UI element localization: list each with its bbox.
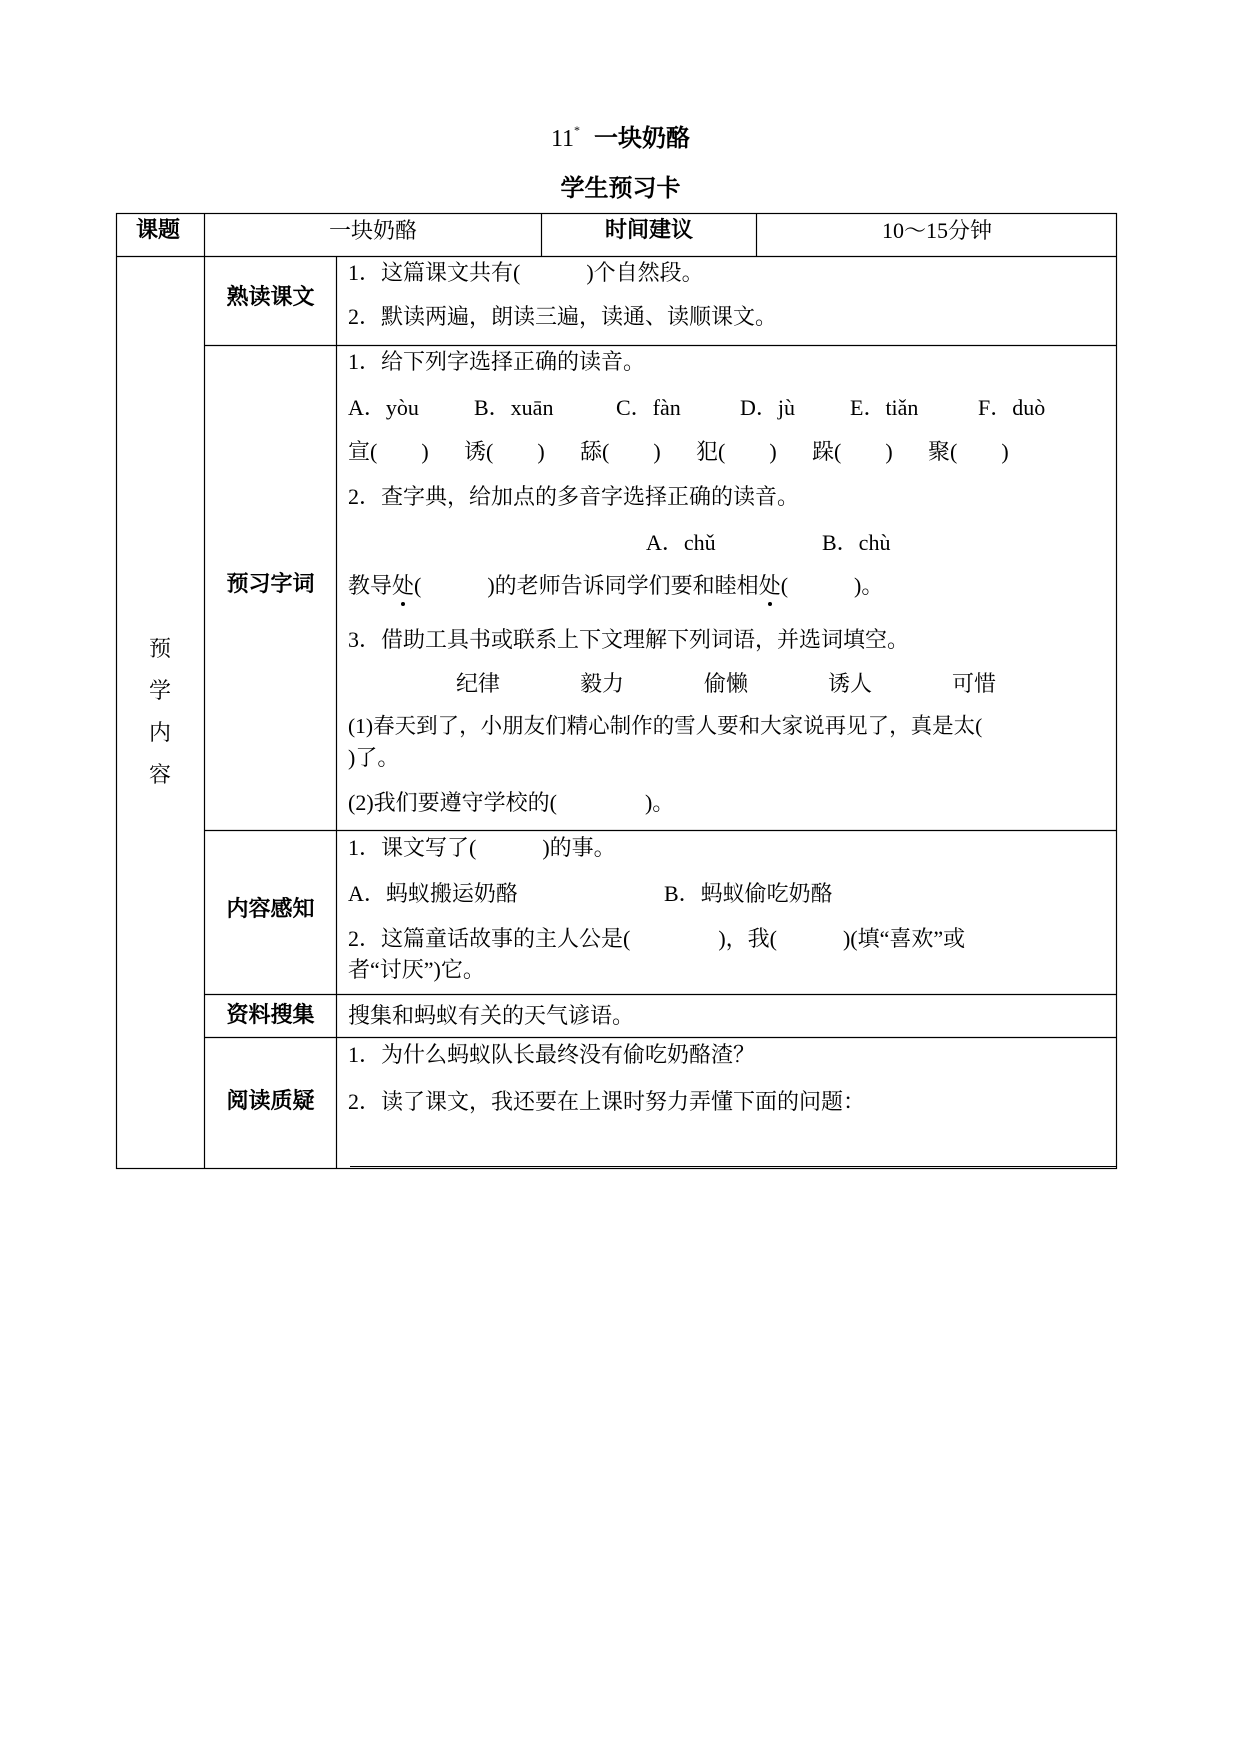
lesson-mark: * [574, 123, 581, 137]
content-q2-end: 者“讨厌”)它。 [348, 957, 485, 982]
content-option-b: B．蚂蚁偷吃奶酪 [664, 881, 833, 906]
question-q1: 1．为什么蚂蚁队长最终没有偷吃奶酪渣？ [348, 1042, 756, 1067]
question-label: 阅读质疑 [226, 1089, 315, 1114]
topic-label: 课题 [136, 218, 181, 243]
read-q1: 1．这篇课文共有( )个自然段。 [348, 260, 704, 285]
words-q1: 1．给下列字选择正确的读音。 [348, 349, 646, 374]
pinyin-option: F．duò [978, 395, 1046, 420]
lesson-number: 11 [550, 126, 575, 152]
char-blank: 诱( ) [464, 439, 545, 464]
section-label-char: 内 [148, 721, 171, 746]
words-label: 预习字词 [226, 572, 315, 597]
content-label: 内容感知 [226, 897, 315, 922]
char-blank: 犯( ) [696, 439, 777, 464]
polyphone-option-a: A．chǔ [646, 530, 716, 555]
content-q2: 2．这篇童话故事的主人公是( )，我( )(填“喜欢”或 [348, 926, 966, 951]
content-option-a: A．蚂蚁搬运奶酪 [348, 881, 518, 906]
fill-sentence-1-end: )了。 [348, 745, 400, 770]
word-bank-item: 偷懒 [704, 671, 749, 696]
pinyin-option: E．tiǎn [850, 395, 919, 420]
collect-label: 资料搜集 [226, 1003, 315, 1028]
read-q2: 2．默读两遍，朗读三遍，读通、读顺课文。 [348, 304, 778, 329]
time-label: 时间建议 [604, 218, 693, 243]
lesson-name: 一块奶酪 [594, 124, 691, 152]
pinyin-option: A．yòu [348, 395, 419, 420]
char-blank: 聚( ) [928, 439, 1009, 464]
answer-line [350, 1166, 1116, 1167]
char-blank: 宣( ) [348, 439, 429, 464]
fill-sentence-2: (2)我们要遵守学校的( )。 [348, 790, 675, 815]
word-bank-item: 诱人 [828, 671, 873, 696]
fill-sentence-1: (1)春天到了，小朋友们精心制作的雪人要和大家说再见了，真是太( [348, 714, 983, 738]
polyphone-text: ( )。 [780, 573, 884, 598]
polyphone-sentence [348, 572, 883, 600]
pinyin-option: D．jù [740, 395, 796, 420]
words-q2: 2．查字典，给加点的多音字选择正确的读音。 [348, 484, 800, 509]
polyphone-option-b: B．chù [822, 530, 891, 555]
card-title: 学生预习卡 [560, 174, 681, 202]
char-blank: 跺( ) [812, 439, 893, 464]
word-bank-item: 毅力 [580, 671, 625, 696]
pinyin-option: B．xuān [474, 395, 554, 420]
words-q3: 3．借助工具书或联系上下文理解下列词语，并选词填空。 [348, 627, 910, 652]
char-blank: 舔( ) [580, 439, 661, 464]
word-bank-item: 纪律 [456, 671, 501, 696]
polyphone-text: 教导 [348, 573, 393, 598]
pinyin-option: C．fàn [616, 395, 681, 420]
section-label-char: 容 [148, 763, 171, 788]
dotted-char: 处 [392, 573, 415, 598]
topic-value: 一块奶酪 [328, 218, 417, 243]
polyphone-text: ( )的老师告诉同学们要和睦相 [414, 573, 759, 598]
question-q2: 2．读了课文，我还要在上课时努力弄懂下面的问题： [348, 1089, 866, 1114]
content-q1: 1．课文写了( )的事。 [348, 835, 616, 860]
time-value: 10～15分钟 [881, 218, 992, 243]
dotted-char: 处 [758, 573, 781, 598]
section-label-char: 学 [148, 679, 171, 704]
word-bank-item: 可惜 [952, 671, 997, 696]
section-label-char: 预 [148, 637, 171, 662]
collect-text: 搜集和蚂蚁有关的天气谚语。 [348, 1003, 635, 1028]
read-label: 熟读课文 [226, 285, 315, 310]
